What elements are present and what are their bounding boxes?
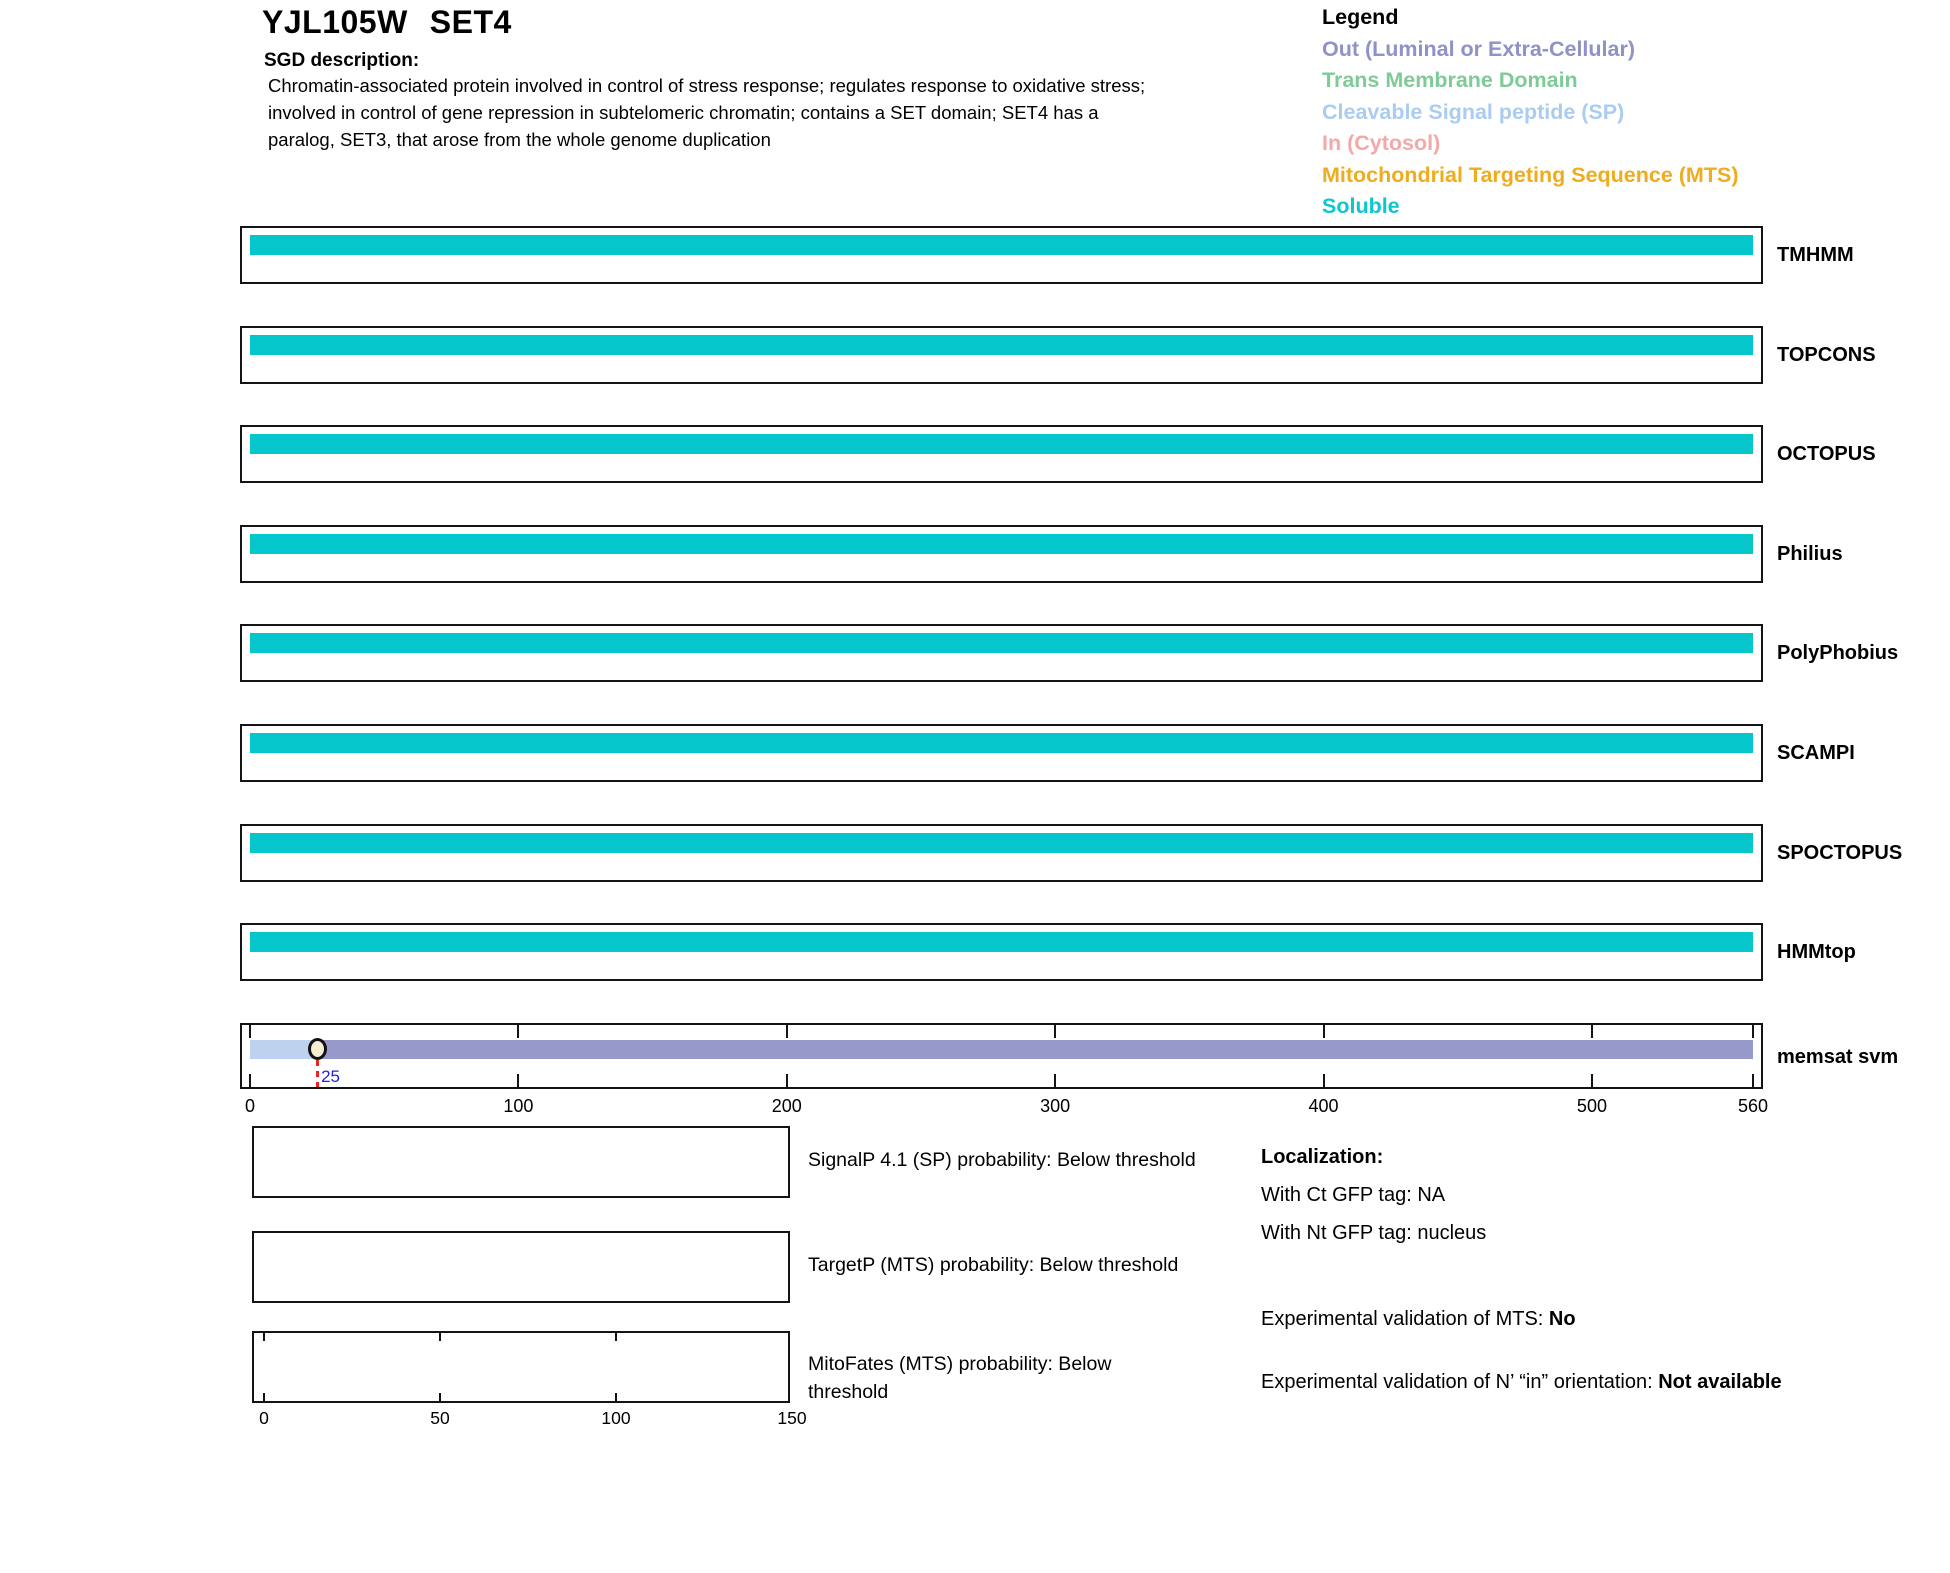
topology-segment-out bbox=[317, 1040, 1753, 1059]
legend bbox=[1322, 2, 1738, 223]
track-box-scampi bbox=[240, 724, 1763, 782]
orf-name: YJL105W bbox=[262, 4, 408, 40]
track-box-topcons bbox=[240, 326, 1763, 384]
topology-segment-soluble bbox=[250, 434, 1753, 454]
description-line: paralog, SET3, that arose from the whole genome duplication bbox=[268, 129, 771, 150]
signalp-plot-label: SignalP 4.1 (SP) probability: Below threshold bbox=[808, 1149, 1196, 1171]
targetp-plot-label: TargetP (MTS) probability: Below threshold bbox=[808, 1254, 1179, 1276]
track-box-tmhmm bbox=[240, 226, 1763, 284]
axis-tick-top bbox=[1323, 1025, 1325, 1038]
description-line: involved in control of gene repression in subtelomeric chromatin; contains a SET domain; SET4 has a bbox=[268, 102, 1099, 123]
x-axis-tick-label: 0 bbox=[244, 1096, 256, 1116]
topology-segment-soluble bbox=[250, 235, 1753, 255]
mts-validation bbox=[1261, 1308, 1576, 1331]
page-title bbox=[262, 4, 512, 41]
orientation-validation-prefix: Experimental validation of N’ “in” orientation: bbox=[1261, 1371, 1659, 1393]
axis-tick-bottom bbox=[249, 1074, 251, 1087]
mitofates-tick-bottom bbox=[263, 1393, 265, 1401]
cleavage-site-marker bbox=[308, 1038, 327, 1060]
localization-title: Localization: bbox=[1261, 1146, 1384, 1168]
track-label-memsat-svm: memsat svm bbox=[1777, 1046, 1899, 1068]
topology-segment-soluble bbox=[250, 733, 1753, 753]
axis-tick-top bbox=[1752, 1025, 1754, 1038]
track-label-hmmtop: HMMtop bbox=[1777, 941, 1856, 963]
legend-entry-mts: Mitochondrial Targeting Sequence (MTS) bbox=[1322, 162, 1739, 187]
mitofates-tick-top bbox=[615, 1333, 617, 1341]
axis-tick-bottom bbox=[1323, 1074, 1325, 1087]
legend-title: Legend bbox=[1322, 5, 1399, 29]
mitofates-plot-label: MitoFates (MTS) probability: Below threshold bbox=[808, 1353, 1112, 1403]
x-axis-tick-label: 500 bbox=[1576, 1096, 1607, 1116]
x-axis-tick-label: 300 bbox=[1040, 1096, 1071, 1116]
legend-entries bbox=[1322, 34, 1738, 223]
track-box-philius bbox=[240, 525, 1763, 583]
mitofates-probability-plot bbox=[252, 1331, 790, 1403]
cleavage-site-dashed-line bbox=[316, 1060, 319, 1087]
mts-validation-prefix: Experimental validation of MTS: bbox=[1261, 1308, 1549, 1330]
topology-segment-soluble bbox=[250, 335, 1753, 355]
axis-tick-bottom bbox=[517, 1074, 519, 1087]
track-box-hmmtop bbox=[240, 923, 1763, 981]
localization-nt-gfp: With Nt GFP tag: nucleus bbox=[1261, 1222, 1487, 1244]
axis-tick-top bbox=[517, 1025, 519, 1038]
legend-entry-tmd: Trans Membrane Domain bbox=[1322, 68, 1578, 92]
x-axis-tick-label: 400 bbox=[1308, 1096, 1339, 1116]
track-box-memsat-svm bbox=[240, 1023, 1763, 1089]
mitofates-axis-tick-label: 0 bbox=[259, 1408, 269, 1428]
mitofates-axis-tick-label: 100 bbox=[601, 1408, 631, 1428]
gene-name: SET4 bbox=[429, 4, 512, 40]
track-box-polyphobius bbox=[240, 624, 1763, 682]
axis-tick-bottom bbox=[1752, 1074, 1754, 1087]
topology-segment-soluble bbox=[250, 534, 1753, 554]
topology-segment-soluble bbox=[250, 633, 1753, 653]
mitofates-axis-tick-label: 50 bbox=[430, 1408, 450, 1428]
sgd-description-label: SGD description: bbox=[264, 50, 420, 71]
x-axis-tick-label: 560 bbox=[1737, 1096, 1769, 1116]
x-axis-tick-label: 100 bbox=[503, 1096, 534, 1116]
axis-tick-top bbox=[786, 1025, 788, 1038]
orientation-validation-value: Not available bbox=[1658, 1371, 1782, 1393]
track-label-polyphobius: PolyPhobius bbox=[1777, 642, 1899, 664]
legend-entry-out: Out (Luminal or Extra-Cellular) bbox=[1322, 36, 1635, 61]
track-label-philius: Philius bbox=[1777, 543, 1843, 565]
mitofates-tick-bottom bbox=[439, 1393, 441, 1401]
legend-entry-in: In (Cytosol) bbox=[1322, 131, 1441, 155]
axis-tick-top bbox=[1591, 1025, 1593, 1038]
axis-tick-bottom bbox=[1591, 1074, 1593, 1087]
cleavage-site-value: 25 bbox=[321, 1067, 341, 1086]
track-label-topcons: TOPCONS bbox=[1777, 344, 1876, 366]
topology-segment-soluble bbox=[250, 833, 1753, 853]
description-line: Chromatin-associated protein involved in control of stress response; regulates response to oxidative stress; bbox=[268, 75, 1146, 96]
targetp-probability-plot bbox=[252, 1231, 790, 1303]
mitofates-tick-top bbox=[439, 1333, 441, 1341]
track-box-octopus bbox=[240, 425, 1763, 483]
sgd-description-text bbox=[268, 72, 1145, 153]
track-label-tmhmm: TMHMM bbox=[1777, 244, 1854, 266]
track-label-scampi: SCAMPI bbox=[1777, 742, 1855, 764]
topology-segment-soluble bbox=[250, 932, 1753, 952]
legend-entry-soluble: Soluble bbox=[1322, 194, 1400, 218]
track-box-spoctopus bbox=[240, 824, 1763, 882]
track-label-spoctopus: SPOCTOPUS bbox=[1777, 842, 1903, 864]
track-label-octopus: OCTOPUS bbox=[1777, 443, 1876, 465]
localization-ct-gfp: With Ct GFP tag: NA bbox=[1261, 1184, 1446, 1206]
x-axis-tick-label: 200 bbox=[771, 1096, 802, 1116]
axis-tick-bottom bbox=[1054, 1074, 1056, 1087]
axis-tick-bottom bbox=[786, 1074, 788, 1087]
mts-validation-value: No bbox=[1548, 1308, 1576, 1330]
mitofates-tick-top bbox=[263, 1333, 265, 1341]
mitofates-axis-tick-label: 150 bbox=[777, 1408, 807, 1428]
axis-tick-top bbox=[249, 1025, 251, 1038]
signalp-probability-plot bbox=[252, 1126, 790, 1198]
mitofates-tick-bottom bbox=[615, 1393, 617, 1401]
axis-tick-top bbox=[1054, 1025, 1056, 1038]
orientation-validation bbox=[1261, 1366, 1791, 1399]
legend-entry-sp: Cleavable Signal peptide (SP) bbox=[1322, 99, 1625, 124]
